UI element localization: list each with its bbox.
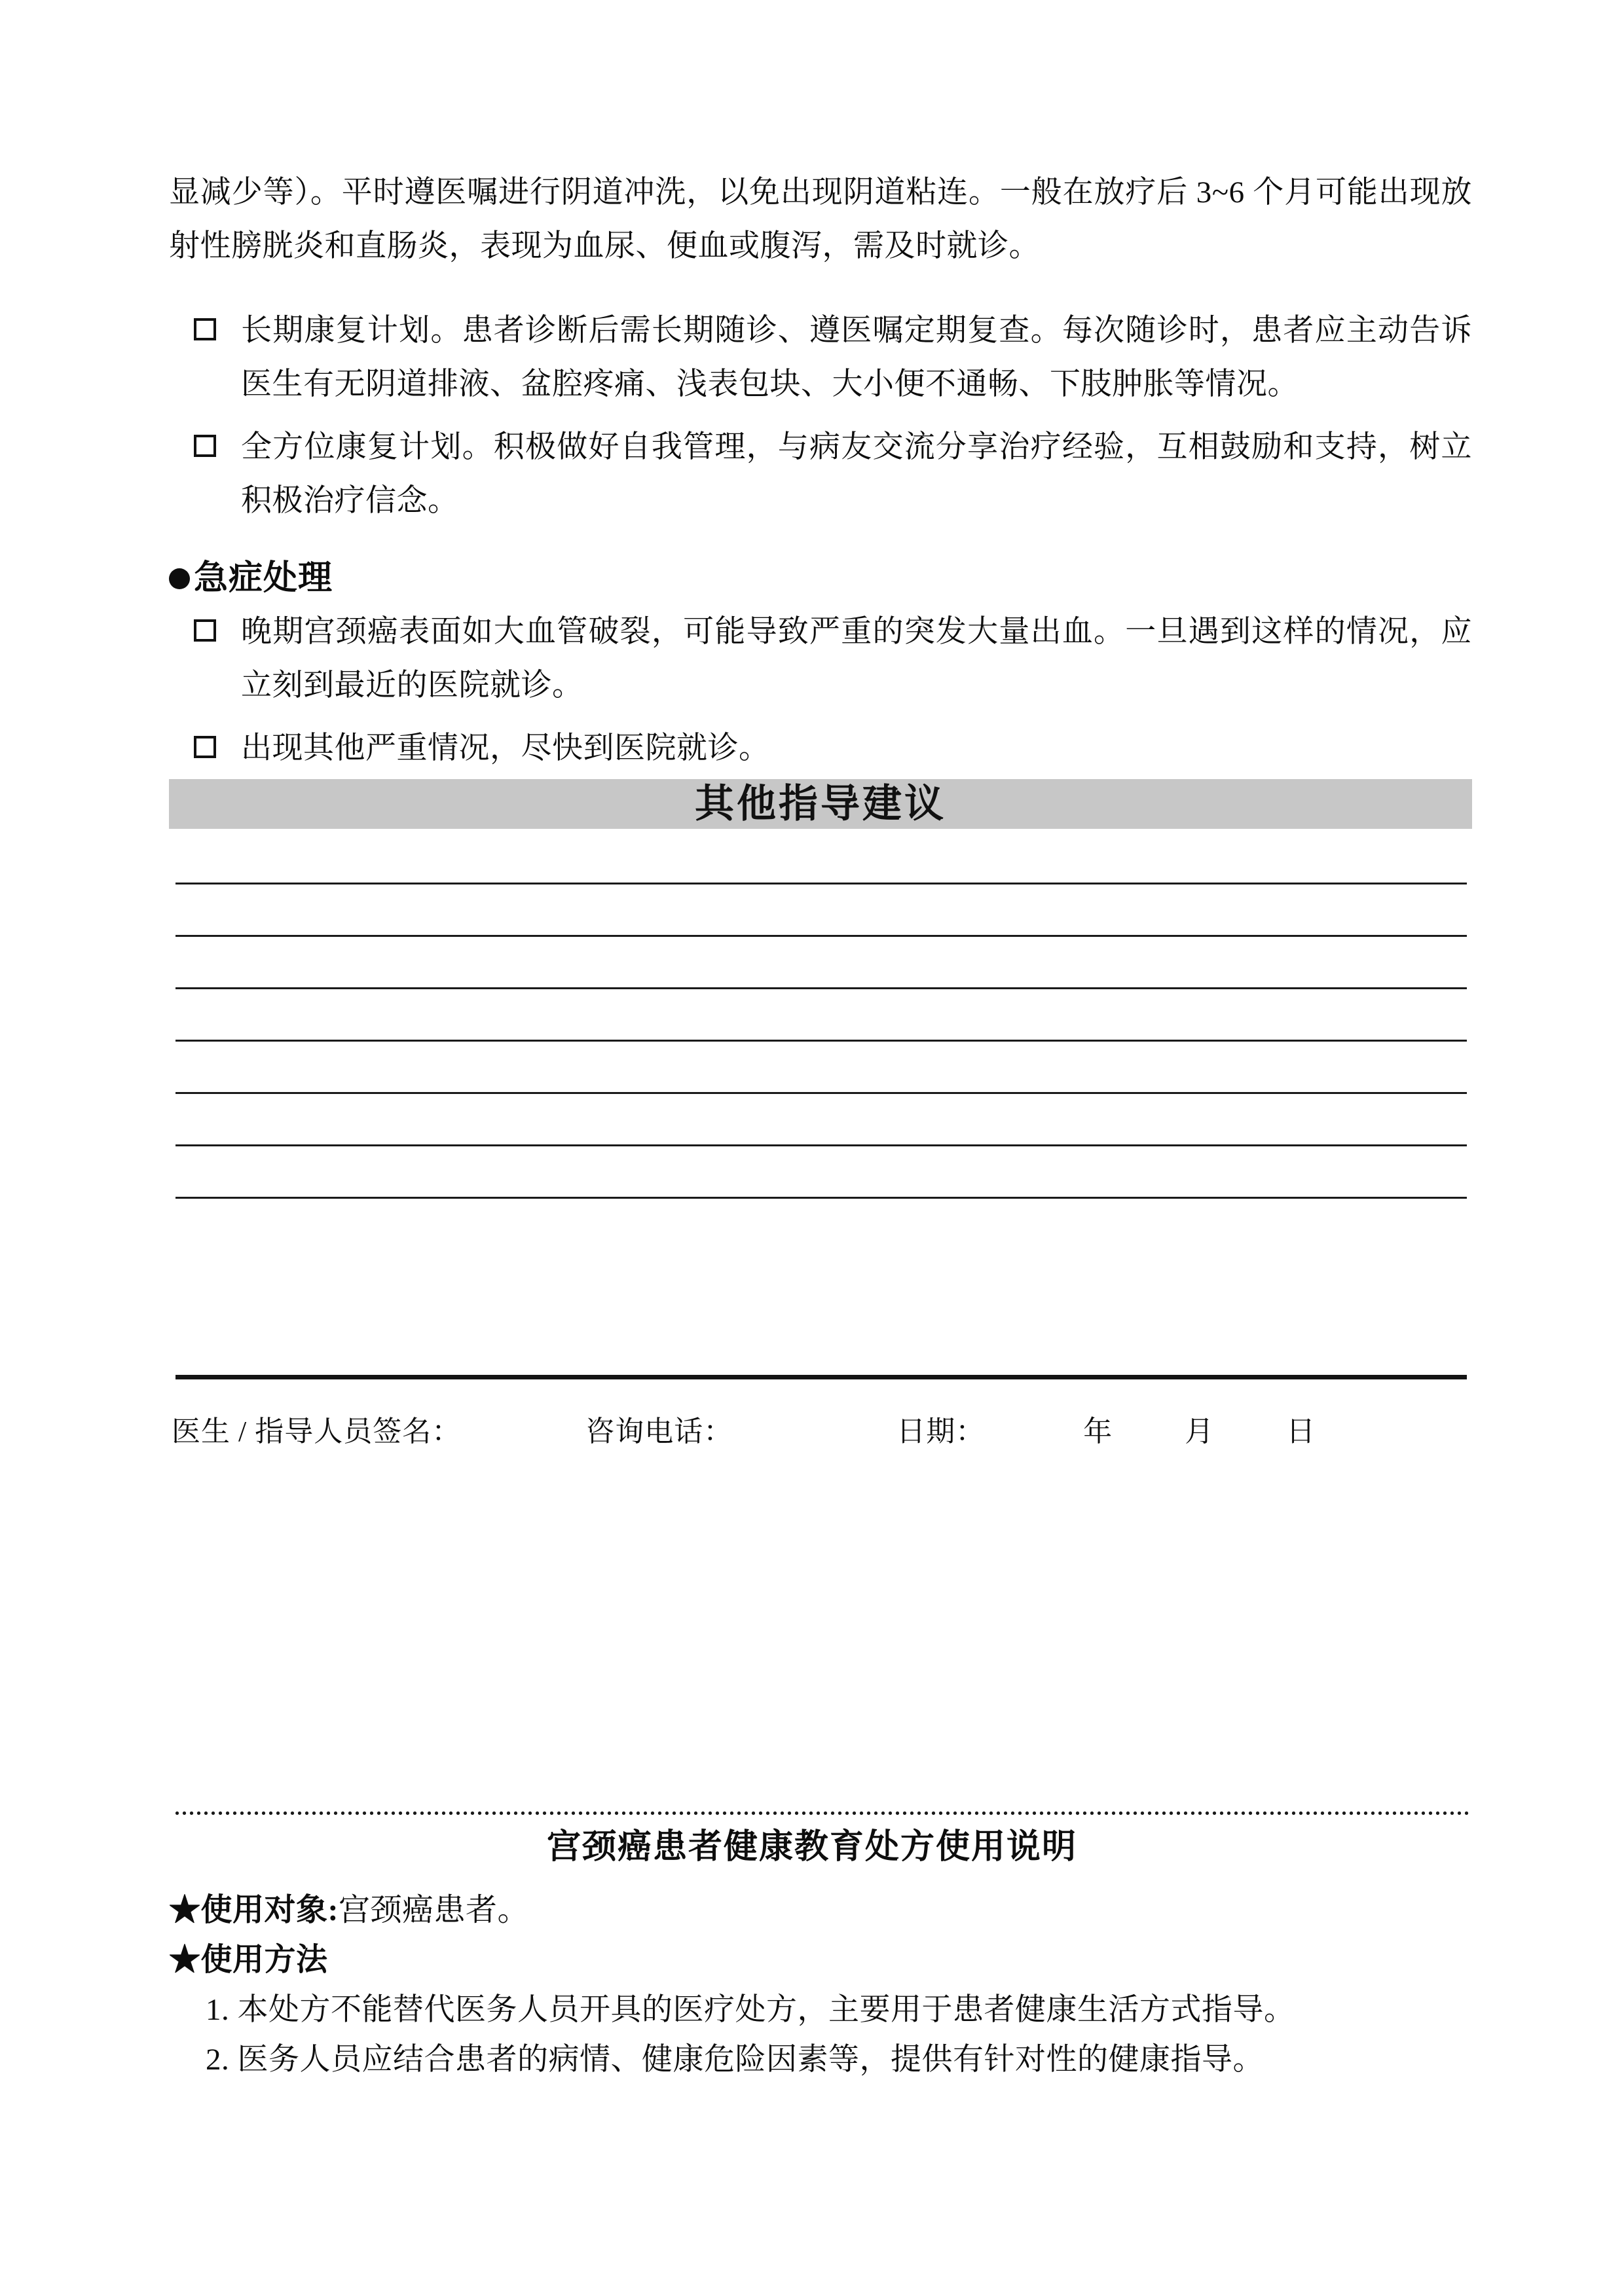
main-content (169, 135, 1472, 775)
footer-dotted-divider (174, 1811, 1469, 1815)
filled-circle-bullet-icon (169, 568, 190, 589)
writing-line[interactable] (175, 935, 1467, 937)
empty-checkbox-icon[interactable] (194, 736, 216, 758)
footer-star-item-target-audience (169, 1886, 1472, 1935)
paragraph-radiation-followup: 显减少等）。平时遵医嘱进行阴道冲洗，以免出现阴道粘连。一般在放疗后 3~6 个月可能出现放射性膀胱炎和直肠炎，表现为血尿、便血或腹泻，需及时就诊。 (169, 175, 1472, 263)
checklist-item-massive-bleeding[interactable] (169, 605, 1472, 712)
checklist-item-long-term-rehab[interactable] (169, 304, 1472, 411)
signature-section-divider (175, 1375, 1467, 1379)
section-heading-text: 急症处理 (194, 560, 333, 597)
empty-checkbox-icon[interactable] (194, 318, 216, 340)
signature-row (172, 1409, 1475, 1455)
empty-checkbox-icon[interactable] (194, 435, 216, 457)
footer-body (169, 1886, 1472, 2085)
star-bullet-label: ★使用对象: (169, 1893, 339, 1927)
free-writing-area[interactable] (175, 883, 1467, 1249)
writing-line[interactable] (175, 883, 1467, 884)
date-label: 日期： (896, 1415, 986, 1448)
checklist-item-text: 出现其他严重情况，尽快到医院就诊。 (241, 731, 770, 765)
signer-name-label: 医生 / 指导人员签名： (172, 1415, 462, 1448)
footer-title: 宫颈癌患者健康教育处方使用说明 (546, 1829, 1077, 1866)
star-bullet-label: ★使用方法 (169, 1942, 328, 1977)
writing-line[interactable] (175, 1197, 1467, 1199)
footer-numbered-item-1: 1. 本处方不能替代医务人员开具的医疗处方，主要用于患者健康生活方式指导。 (206, 1993, 1295, 2027)
section-banner-other-advice (169, 779, 1472, 829)
month-label: 月 (1185, 1415, 1215, 1448)
banner-title-text: 其他指导建议 (695, 781, 946, 827)
writing-line[interactable] (175, 987, 1467, 989)
star-bullet-value: 宫颈癌患者。 (339, 1893, 530, 1927)
checklist-item-other-serious[interactable] (169, 721, 1472, 775)
footer-star-item-usage-method (169, 1935, 1472, 1985)
writing-line[interactable] (175, 1144, 1467, 1146)
year-label: 年 (1083, 1415, 1113, 1448)
checklist-item-comprehensive-rehab[interactable] (169, 420, 1472, 528)
writing-line[interactable] (175, 1040, 1467, 1042)
checklist-item-text: 晚期宫颈癌表面如大血管破裂，可能导致严重的突发大量出血。一旦遇到这样的情况，应立刻到最近的医院就诊。 (241, 615, 1472, 702)
checklist-item-text: 全方位康复计划。积极做好自我管理，与病友交流分享治疗经验，互相鼓励和支持，树立积极治疗信念。 (241, 430, 1472, 518)
consult-phone-label: 咨询电话： (585, 1415, 733, 1448)
section-heading-emergency (169, 562, 1472, 596)
checklist-item-text: 长期康复计划。患者诊断后需长期随诊、遵医嘱定期复查。每次随诊时，患者应主动告诉医生有无阴道排液、盆腔疼痛、浅表包块、大小便不通畅、下肢肿胀等情况。 (241, 314, 1472, 401)
writing-line[interactable] (175, 1092, 1467, 1094)
day-label: 日 (1286, 1415, 1316, 1448)
footer-numbered-item-2: 2. 医务人员应结合患者的病情、健康危险因素等，提供有针对性的健康指导。 (206, 2043, 1264, 2077)
empty-checkbox-icon[interactable] (194, 619, 216, 642)
